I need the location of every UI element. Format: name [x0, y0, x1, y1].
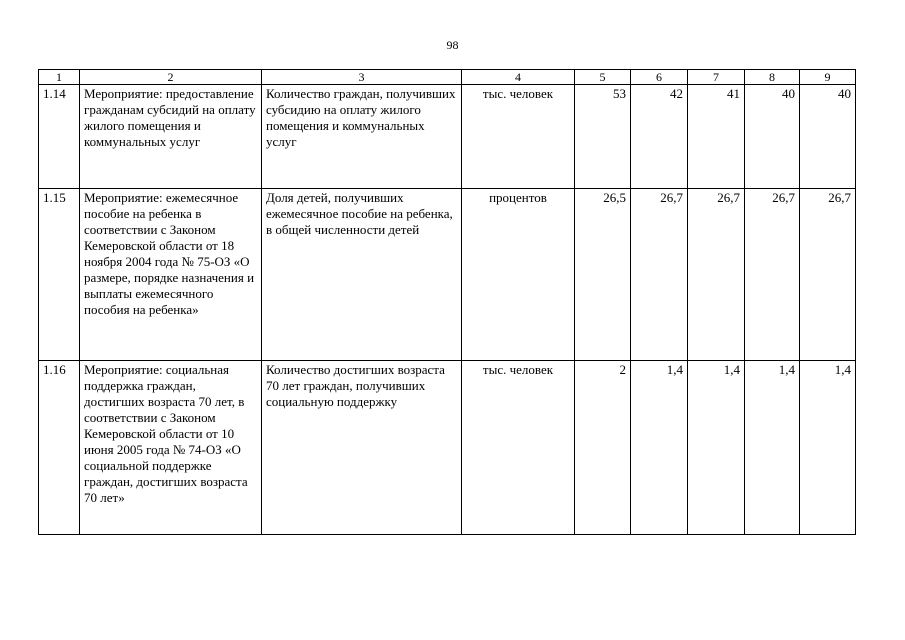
- header-cell: 4: [462, 70, 575, 85]
- header-cell: 3: [262, 70, 462, 85]
- value-cell: 1,4: [800, 361, 856, 535]
- unit-cell: тыс. человек: [462, 85, 575, 189]
- value-cell: 53: [575, 85, 631, 189]
- row-number: 1.14: [39, 85, 80, 189]
- row-number: 1.15: [39, 189, 80, 361]
- header-cell: 8: [745, 70, 800, 85]
- value-cell: 1,4: [745, 361, 800, 535]
- event-cell: Мероприятие: ежемесячное пособие на ребенка в соответствии с Законом Кемеровской области от 18 ноября 2004 года № 75-ОЗ «О размере, порядке назначения и выплаты ежемесячного пособия на ребенка»: [80, 189, 262, 361]
- event-cell: Мероприятие: предоставление гражданам субсидий на оплату жилого помещения и коммунальных услуг: [80, 85, 262, 189]
- value-cell: 1,4: [631, 361, 688, 535]
- header-cell: 7: [688, 70, 745, 85]
- indicator-cell: Количество граждан, получивших субсидию на оплату жилого помещения и коммунальных услуг: [262, 85, 462, 189]
- value-cell: 26,7: [745, 189, 800, 361]
- row-number: 1.16: [39, 361, 80, 535]
- header-cell: 5: [575, 70, 631, 85]
- event-cell: Мероприятие: социальная поддержка граждан, достигших возраста 70 лет, в соответствии с Законом Кемеровской области от 10 июня 2005 года № 74-ОЗ «О социальной поддержке граждан, достигших возраста 70 лет»: [80, 361, 262, 535]
- table-row: [39, 85, 856, 189]
- header-cell: 9: [800, 70, 856, 85]
- value-cell: 41: [688, 85, 745, 189]
- value-cell: 2: [575, 361, 631, 535]
- header-cell: 1: [39, 70, 80, 85]
- value-cell: 26,7: [688, 189, 745, 361]
- unit-cell: тыс. человек: [462, 361, 575, 535]
- indicator-cell: Количество достигших возраста 70 лет граждан, получивших социальную поддержку: [262, 361, 462, 535]
- table-row: [39, 361, 856, 535]
- value-cell: 40: [800, 85, 856, 189]
- value-cell: 42: [631, 85, 688, 189]
- header-cell: 6: [631, 70, 688, 85]
- unit-cell: процентов: [462, 189, 575, 361]
- table-row: [39, 189, 856, 361]
- value-cell: 26,7: [631, 189, 688, 361]
- value-cell: 26,5: [575, 189, 631, 361]
- indicator-cell: Доля детей, получивших ежемесячное пособие на ребенка, в общей численности детей: [262, 189, 462, 361]
- header-cell: 2: [80, 70, 262, 85]
- value-cell: 1,4: [688, 361, 745, 535]
- header-row: [39, 70, 856, 85]
- page-number: 98: [446, 38, 459, 52]
- value-cell: 40: [745, 85, 800, 189]
- indicators-table: [38, 69, 856, 535]
- value-cell: 26,7: [800, 189, 856, 361]
